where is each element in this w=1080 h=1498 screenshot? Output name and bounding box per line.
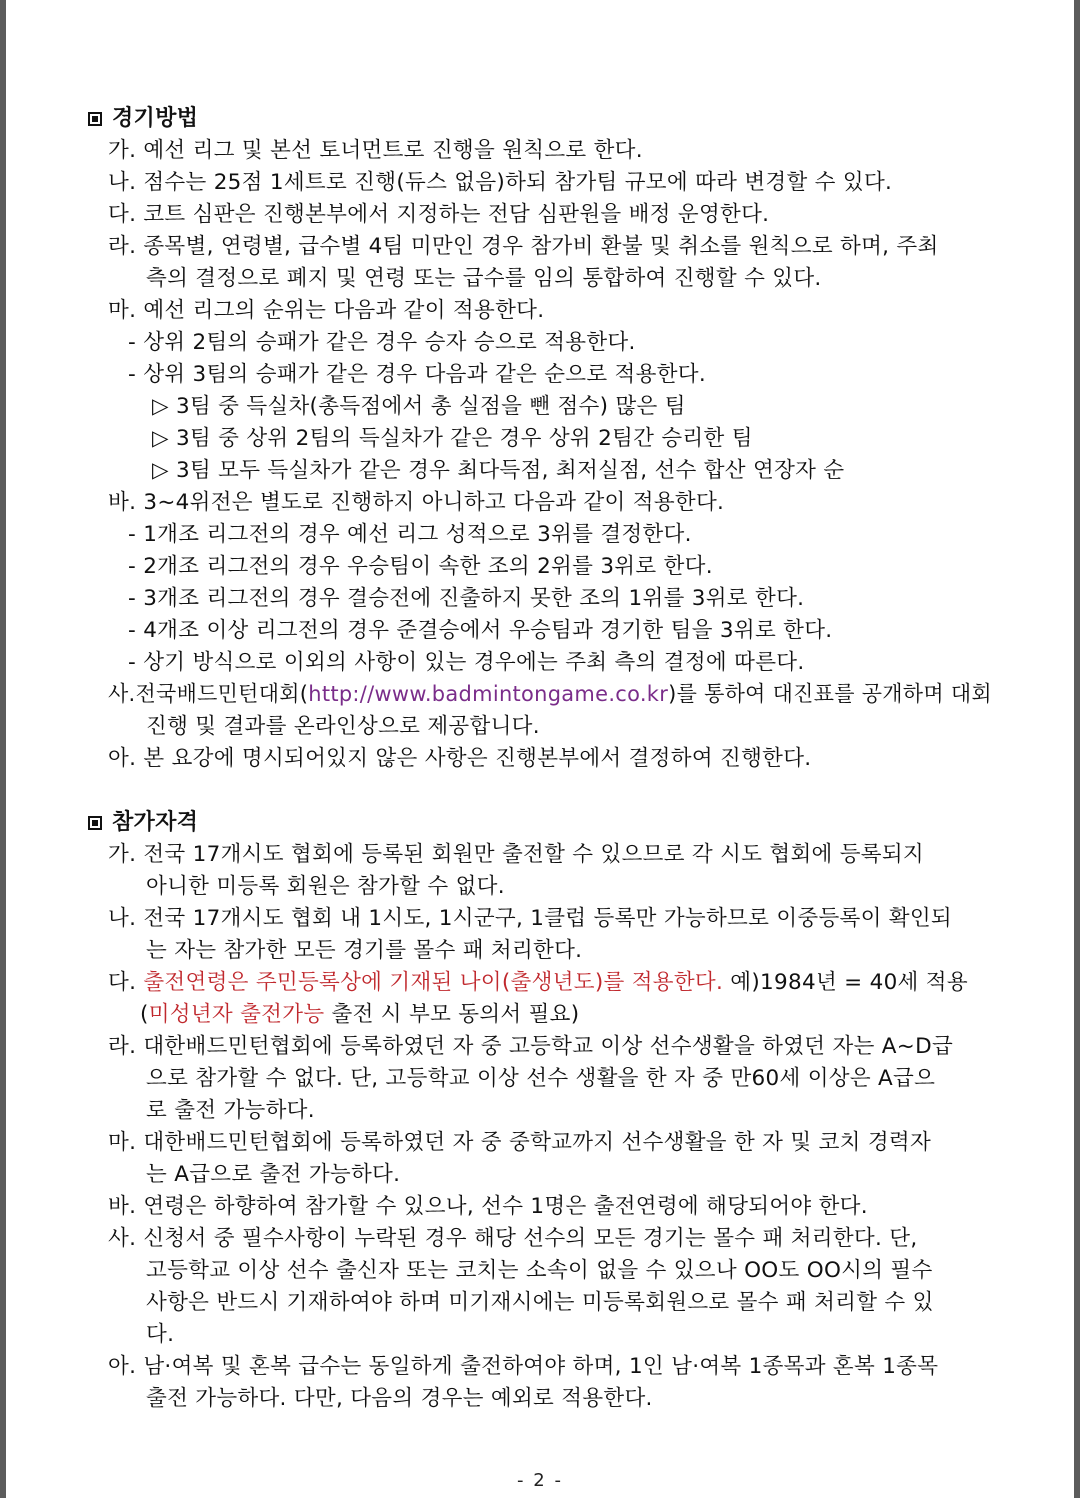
- square-bullet-icon: [88, 112, 102, 126]
- list-item-continuation: 진행 및 결과를 온라인상으로 제공합니다.: [146, 714, 540, 739]
- list-item: 라. 대한배드민턴협회에 등록하였던 자 중 고등학교 이상 선수생활을 하였던 자는 A~D급: [108, 1034, 954, 1059]
- page-number: - 2 -: [517, 1470, 563, 1491]
- sub-item: - 2개조 리그전의 경우 우승팀이 속한 조의 2위를 3위로 한다.: [128, 554, 713, 579]
- list-item: 나. 점수는 25점 1세트로 진행(듀스 없음)하되 참가팀 규모에 따라 변경할 수 있다.: [108, 170, 893, 195]
- section-title: 참가자격: [112, 810, 199, 835]
- list-item: 사. 신청서 중 필수사항이 누락된 경우 해당 선수의 모든 경기는 몰수 패 처리한다. 단,: [108, 1226, 918, 1251]
- list-item-continuation: 는 자는 참가한 모든 경기를 몰수 패 처리한다.: [146, 938, 583, 963]
- list-item-continuation: 측의 결정으로 폐지 및 연령 또는 급수를 임의 통합하여 진행할 수 있다.: [146, 266, 822, 291]
- list-item-continuation: 고등학교 이상 선수 출신자 또는 코치는 소속이 없을 수 있으나 OO도 OO시의 필수: [146, 1258, 933, 1283]
- list-item: 아. 본 요강에 명시되어있지 않은 사항은 진행본부에서 결정하여 진행한다.: [108, 746, 812, 771]
- list-item: 가. 예선 리그 및 본선 토너먼트로 진행을 원칙으로 한다.: [108, 138, 643, 163]
- sub-item: - 1개조 리그전의 경우 예선 리그 성적으로 3위를 결정한다.: [128, 522, 692, 547]
- list-item-continuation: 다.: [146, 1322, 175, 1347]
- list-item: 바. 연령은 하향하여 참가할 수 있으나, 선수 1명은 출전연령에 해당되어야 한다.: [108, 1194, 868, 1219]
- list-item-continuation: 는 A급으로 출전 가능하다.: [146, 1162, 401, 1187]
- sub-item: - 4개조 이상 리그전의 경우 준결승에서 우승팀과 경기한 팀을 3위로 한다.: [128, 618, 833, 643]
- tournament-link[interactable]: http://www.badmintongame.co.kr: [308, 682, 669, 707]
- sub-item: - 상위 2팀의 승패가 같은 경우 승자 승으로 적용한다.: [128, 330, 636, 355]
- sub-item: - 상기 방식으로 이외의 사항이 있는 경우에는 주최 측의 결정에 따른다.: [128, 650, 805, 675]
- list-item: 나. 전국 17개시도 협회 내 1시도, 1시군구, 1클럽 등록만 가능하므로 이중등록이 확인되: [108, 906, 953, 931]
- list-item-continuation: 으로 참가할 수 없다. 단, 고등학교 이상 선수 생활을 한 자 중 만60세 이상은 A급으: [146, 1066, 936, 1091]
- list-item-age: 다. 출전연령은 주민등록상에 기재된 나이(출생년도)를 적용한다. 예)1984년 = 40세 적용: [108, 970, 968, 995]
- square-bullet-icon: [88, 816, 102, 830]
- list-item-continuation: 로 출전 가능하다.: [146, 1098, 315, 1123]
- list-item: 바. 3~4위전은 별도로 진행하지 아니하고 다음과 같이 적용한다.: [108, 490, 725, 515]
- age-rule-highlight: 출전연령은 주민등록상에 기재된 나이(출생년도)를 적용한다.: [143, 970, 724, 995]
- triangle-item: ▷ 3팀 중 득실차(총득점에서 총 실점을 뺀 점수) 많은 팀: [152, 394, 686, 419]
- list-item-continuation: 출전 가능하다. 다만, 다음의 경우는 예외로 적용한다.: [146, 1386, 653, 1411]
- document-page: [6, 0, 1074, 1498]
- minor-allowed-highlight: 미성년자 출전가능: [148, 1002, 325, 1027]
- list-item: 라. 종목별, 연령별, 급수별 4팀 미만인 경우 참가비 환불 및 취소를 원칙으로 하며, 주최: [108, 234, 939, 259]
- list-item-continuation: 사항은 반드시 기재하여야 하며 미기재시에는 미등록회원으로 몰수 패 처리할 수 있: [146, 1290, 934, 1315]
- list-item: 마. 대한배드민턴협회에 등록하였던 자 중 중학교까지 선수생활을 한 자 및 코치 경력자: [108, 1130, 932, 1155]
- list-item-continuation: (미성년자 출전가능 출전 시 부모 동의서 필요): [140, 1002, 580, 1027]
- list-item: 다. 코트 심판은 진행본부에서 지정하는 전담 심판원을 배정 운영한다.: [108, 202, 770, 227]
- list-item: 사. 전국배드민턴대회(http://www.badmintongame.co.kr)를 통하여 대진표를 공개하며 대회: [108, 682, 992, 707]
- list-item: 아. 남·여복 및 혼복 급수는 동일하게 출전하여야 하며, 1인 남·여복 1종목과 혼복 1종목: [108, 1354, 939, 1379]
- section-heading-eligibility: [88, 805, 198, 836]
- section-heading-game-method: [88, 101, 198, 132]
- list-item: 가. 전국 17개시도 협회에 등록된 회원만 출전할 수 있으므로 각 시도 협회에 등록되지: [108, 842, 925, 867]
- triangle-item: ▷ 3팀 중 상위 2팀의 득실차가 같은 경우 상위 2팀간 승리한 팀: [152, 426, 753, 451]
- sub-item: - 3개조 리그전의 경우 결승전에 진출하지 못한 조의 1위를 3위로 한다.: [128, 586, 805, 611]
- list-item: 마. 예선 리그의 순위는 다음과 같이 적용한다.: [108, 298, 545, 323]
- section-title: 경기방법: [112, 106, 199, 131]
- triangle-item: ▷ 3팀 모두 득실차가 같은 경우 최다득점, 최저실점, 선수 합산 연장자 순: [152, 458, 845, 483]
- sub-item: - 상위 3팀의 승패가 같은 경우 다음과 같은 순으로 적용한다.: [128, 362, 706, 387]
- list-item-continuation: 아니한 미등록 회원은 참가할 수 없다.: [146, 874, 505, 899]
